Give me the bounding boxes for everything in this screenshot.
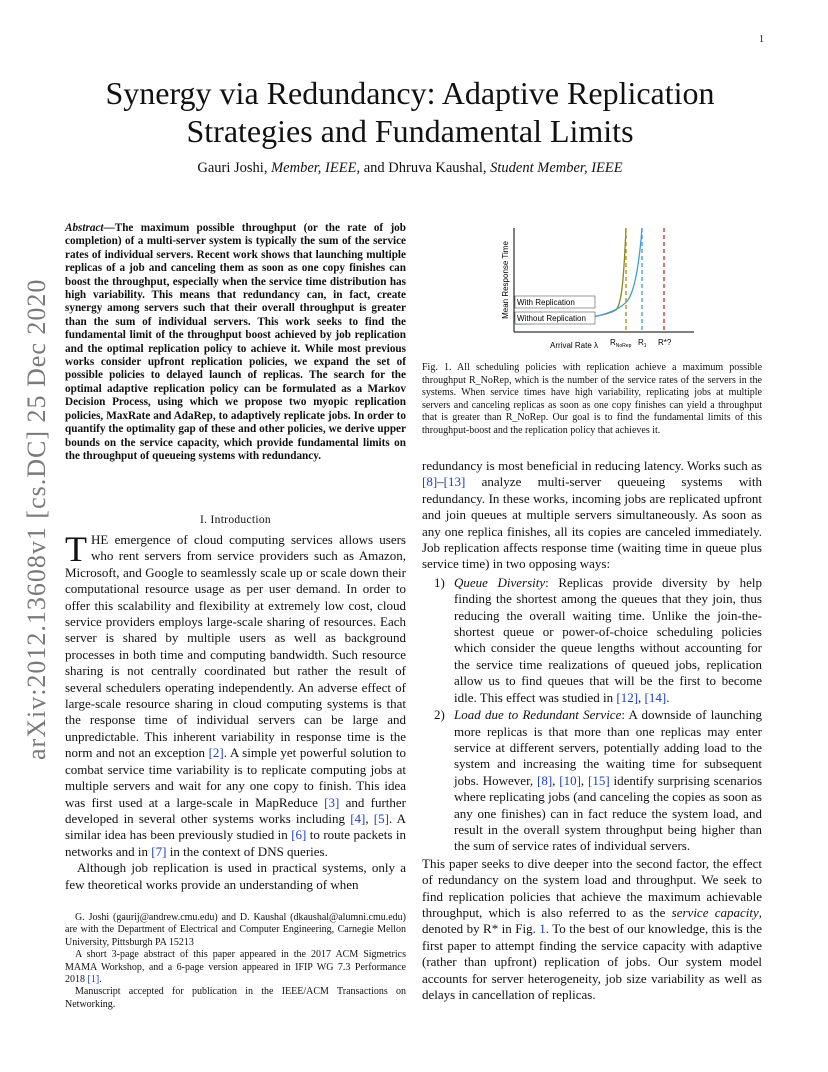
effects-list <box>422 575 762 855</box>
figure-1-plot <box>498 224 698 354</box>
citation-link[interactable]: [6] <box>291 827 307 843</box>
paper-title <box>60 74 760 150</box>
body-text: . To the best of our knowledge, this is the first paper to attempt finding the service capacity with adaptive (rather than upfront) replication of jobs. Our system model accounts for server heterogeneity, job size variability as well as delays in cancellation of replicas. <box>422 921 762 1002</box>
citation-link[interactable]: [8] <box>422 474 438 490</box>
intro-text: to route packets in networks and in <box>65 827 406 859</box>
tick-r1: $R_1$ <box>638 338 647 349</box>
body-text: , denoted by R* in Fig. <box>422 904 763 937</box>
y-axis-label: Mean Response Time <box>501 241 510 319</box>
footnote-text: . <box>99 974 102 986</box>
list-item-title: Load due to Redundant Service <box>454 707 622 723</box>
footnote-affiliation: G. Joshi (gaurij@andrew.cmu.edu) and D. Kaushal (dkaushal@alumni.cmu.edu) are with the Department of Electrical and Computer Engineering, Carnegie Mellon University, Pittsburgh PA 15213 <box>65 912 406 948</box>
right-paragraph-2 <box>422 856 762 1004</box>
x-axis-label: Arrival Rate λ <box>550 341 599 350</box>
body-text: , <box>580 772 589 788</box>
figure-link[interactable]: 1 <box>539 921 546 937</box>
citation-link[interactable]: [8] <box>536 772 553 788</box>
legend-with-replication: With Replication <box>517 298 575 307</box>
list-number: 2) <box>434 707 445 723</box>
citation-link[interactable]: [2] <box>208 745 224 761</box>
citation-link[interactable]: [5] <box>373 810 389 826</box>
caption-text: All scheduling policies with replication achieve a maximum possible throughput R_NoRep, which is the number of the service rates of the servers in the systems. When service times have high variability, replicating jobs at multiple servers and canceling replicas as soon as one copy finishes can yield a throughput that is greater than R_NoRep. Our goal is to find the fundamental limits of this throughput-boost and the replication policy that achieves it. <box>422 362 763 436</box>
citation-link[interactable]: [12] <box>616 689 639 705</box>
list-item <box>422 575 762 706</box>
arxiv-stamp: arXiv:2012.13608v1 [cs.DC] 25 Dec 2020 <box>22 278 51 760</box>
body-text: : Replicas provide diversity by help finding the shortest among the queues that they join, thus reducing the overall waiting time. Unlike the join-the-shortest queue or power-of-choice scheduling policies which consider the queue lengths without accounting for the service time realizations of queued jobs, replication allow us to find queues that will be the first to become idle. This effect was studied in <box>454 574 762 705</box>
legend-without-replication: Without Replication <box>517 314 586 323</box>
body-text: redundancy is most beneficial in reducing latency. Works such as <box>422 458 762 473</box>
citation-link[interactable]: [14] <box>644 689 667 705</box>
list-item <box>422 707 762 855</box>
page-number: 1 <box>759 34 764 45</box>
citation-link[interactable]: [10] <box>559 772 581 788</box>
intro-paragraph-1 <box>65 529 407 860</box>
right-column-body <box>422 458 762 1003</box>
emphasis-text: service capacity <box>671 904 759 920</box>
body-text: – <box>437 474 444 490</box>
caption-label: Fig. 1. <box>422 362 452 373</box>
body-text: : A downside of launching more replicas is that more than one replicas may enter service at different servers, potentially adding load to the system and increasing the waiting time for subsequent jobs. However, <box>454 707 762 788</box>
title-line-2: Strategies and Fundamental Limits <box>186 113 634 149</box>
citation-link[interactable]: [15] <box>588 772 610 788</box>
tick-rstar: R*? <box>658 338 672 347</box>
citation-link[interactable]: [13] <box>443 474 466 490</box>
body-text: . <box>666 689 670 705</box>
citation-link[interactable]: [4] <box>350 810 366 826</box>
right-paragraph-1 <box>422 458 762 573</box>
citation-link[interactable]: [1] <box>87 974 100 986</box>
section-heading: I. Introduction <box>200 514 271 526</box>
author-line <box>60 160 760 177</box>
citation-link[interactable]: [7] <box>151 843 167 859</box>
abstract <box>65 222 406 463</box>
body-text: This paper seeks to dive deeper into the second factor, the effect of redundancy on the system load and throughput. We seek to find replication policies that achieve the maximum achievable throughput, which is also referred to as the <box>422 855 762 920</box>
footnote-prior-version <box>65 949 406 986</box>
footnote-acceptance: Manuscript accepted for publication in the IEEE/ACM Transactions on Networking. <box>65 986 406 1010</box>
body-text: , <box>552 772 560 788</box>
dropcap: T <box>65 529 87 569</box>
intro-text: , <box>365 810 374 826</box>
intro-text: . A simple yet powerful solution to combat service time variability is to replicate computing jobs at multiple servers and wait for any one copy to finish. This idea was first used at a large-scale in MapReduce <box>65 745 406 810</box>
body-text: identify surprising scenarios where replicating jobs (and canceling the copies as soon as any one finishes) can in fact reduce the system load, and result in the overall system throughput being higher than the sum of service rates of individual servers. <box>454 772 763 854</box>
list-number: 1) <box>434 574 445 590</box>
body-text: , <box>638 689 645 705</box>
tick-rnorep: $R_{NoRep}$ <box>610 338 632 349</box>
intro-paragraph-2: Although job replication is used in practical systems, only a few theoretical works provide an understanding of when <box>65 860 406 892</box>
abstract-text: —The maximum possible throughput (or the rate of job completion) of a multi-server system is typically the sum of the service rates of individual servers. Recent work shows that launching multiple replicas of a job and canceling them as soon as one copy finishes can boost the throughput, especially when the service time distribution has high variability. This means that redundancy can, in fact, create synergy among servers such that their overall throughput is greater than the sum of individual servers. This work seeks to find the fundamental limit of the throughput boost achieved by job replication and the optimal replication policy to achieve it. While most previous works consider upfront replication policies, we expand the set of possible policies to delayed launch of replicas. The search for the optimal adaptive replication policy can be formulated as a Markov Decision Process, using which we propose two myopic replication policies, MaxRate and AdaRep, to adaptively replicate jobs. In order to quantify the optimality gap of these and other policies, we derive upper bounds on the service capacity, which provide fundamental limits on the throughput of queueing systems with redundancy. <box>65 222 406 462</box>
footnote-text: A short 3-page abstract of this paper appeared in the 2017 ACM Sigmetrics MAMA Workshop, and a 6-page version appeared in IFIP WG 7.3 Performance 2018 <box>65 949 406 986</box>
list-item-title: Queue Diversity <box>454 574 546 590</box>
intro-text: HE emergence of cloud computing services allows users who rent servers from service providers such as Amazon, Microsoft, and Google to seamlessly scale up or scale down their computational resource usage as per user demand. In order to offer this scalability and flexibility at extremely low cost, cloud service providers employs large-scale sharing of resources. Each server is shared by multiple users as well as background processes in both time and computing bandwidth. Such resource sharing is not centrally coordinated but rather the result of several schedulers operating independently. An adverse effect of large-scale resource sharing in cloud computing systems is that the response time of individual servers can be large and unpredictable. This inherent variability in response time is the norm and not an exception <box>65 532 406 761</box>
intro-text: in the context of DNS queries. <box>166 843 328 859</box>
title-line-1: Synergy via Redundancy: Adaptive Replication <box>105 75 715 111</box>
body-text: analyze multi-server queueing systems with redundancy. In these works, incoming jobs are replicated upfront and join queues at multiple servers simultaneously. As soon as any one replica finishes, all its copies are canceled immediately. Job replication affects response time (waiting time in queue plus service time) in two opposing ways: <box>422 474 762 572</box>
author-1-role: Member, IEEE, <box>271 160 361 176</box>
abstract-label: Abstract <box>65 222 104 234</box>
author-2-role: Student Member, IEEE <box>490 160 623 176</box>
author-2: and Dhruva Kaushal, <box>363 160 487 176</box>
intro-body <box>65 529 407 893</box>
footnotes <box>65 912 406 1011</box>
figure-caption <box>422 362 762 438</box>
intro-text: and further developed in several other systems works including <box>65 794 406 826</box>
intro-text: . A similar idea has been previously studied in <box>65 810 407 843</box>
citation-link[interactable]: [3] <box>324 794 340 810</box>
author-1: Gauri Joshi, <box>197 160 268 176</box>
